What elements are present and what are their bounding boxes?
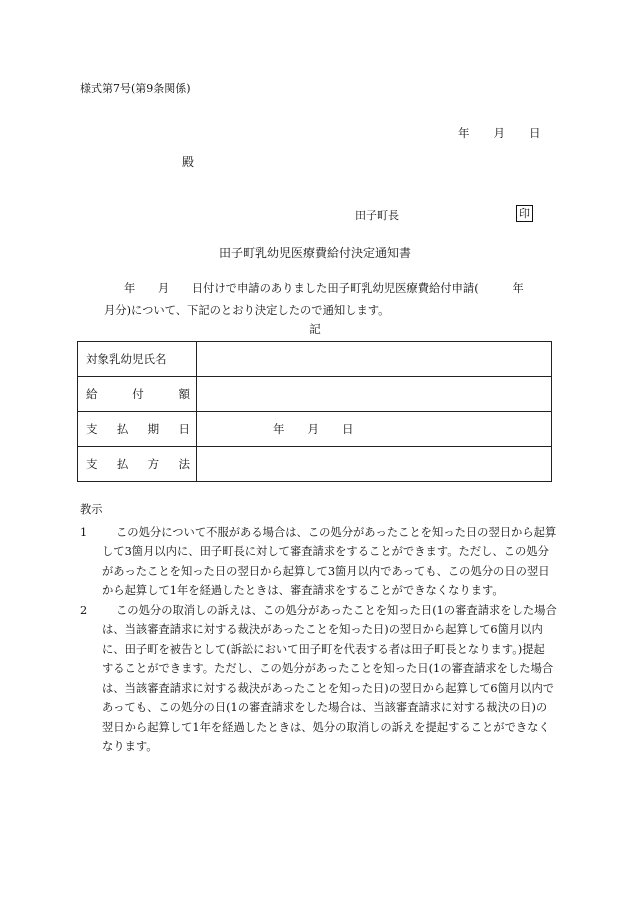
label-text: 対象乳幼児氏名	[86, 352, 167, 366]
list-item-line: 翌日から起算して1年を経過したときは、処分の取消しの訴えを提起することができなく	[102, 720, 550, 734]
intro-paragraph	[80, 278, 560, 322]
intro-line-2: 月分)について、下記のとおり決定したので通知します。	[104, 304, 390, 317]
list-item-line: なります。	[102, 740, 158, 753]
label-char: 払	[116, 457, 129, 471]
intro-line-1: 年 月 日付けで申請のありました田子町乳幼児医療費給付申請( 年	[124, 282, 524, 295]
list-item-line: することができます。ただし、この処分があったことを知った日(1の審査請求をした場合	[102, 662, 554, 675]
label-char: 方	[147, 457, 160, 471]
label-char: 支	[86, 422, 98, 436]
ki-heading: 記	[309, 322, 321, 336]
list-item	[80, 523, 562, 601]
label-char: 日	[178, 422, 190, 436]
instructions-heading: 教示	[80, 503, 103, 516]
list-item-line: は、当該審査請求に対する裁決があったことを知った日)の翌日から起算して6箇月以内で	[102, 681, 555, 695]
table-row	[78, 447, 552, 482]
list-item-number: 2	[80, 603, 88, 617]
label-char: 支	[86, 457, 98, 471]
list-item-line: から起算して1年を経過したときは、審査請求をすることができなくなります。	[102, 584, 504, 597]
table-row	[78, 342, 552, 377]
table-row	[78, 412, 552, 447]
list-item-line: あっても、この処分の日(1の審査請求をした場合は、当該審査請求に対する裁決の日)の	[102, 701, 548, 714]
row-value-amount	[197, 377, 552, 412]
addressee-suffix: 殿	[182, 155, 195, 169]
instructions-list	[80, 523, 562, 757]
row-label-child-name	[78, 342, 197, 377]
row-value-pay-method	[197, 447, 552, 482]
row-value-child-name	[197, 342, 552, 377]
table-row	[78, 377, 552, 412]
date-month-label: 月	[493, 126, 505, 140]
label-char: 期	[147, 422, 160, 436]
row-label-amount	[78, 377, 197, 412]
list-item-line: この処分について不服がある場合は、この処分があったことを知った日の翌日から起算	[116, 525, 557, 539]
list-item-body	[88, 523, 556, 601]
issue-date	[458, 125, 541, 141]
list-item-body	[88, 601, 557, 757]
label-char: 付	[132, 387, 144, 401]
label-char: 給	[86, 387, 98, 401]
issuer-name: 田子町長	[355, 209, 399, 222]
spread-label-pay-date	[86, 421, 190, 437]
label-char: 法	[178, 457, 190, 471]
date-day-label: 日	[529, 126, 541, 140]
row-label-pay-date	[78, 412, 197, 447]
row-value-pay-date: 年 月 日	[197, 412, 552, 447]
list-item-line: があったことを知った日の翌日から起算して3箇月以内であっても、この処分の日の翌日	[102, 564, 550, 578]
document-title: 田子町乳幼児医療費給付決定通知書	[218, 246, 411, 260]
spread-label-pay-method	[86, 456, 190, 472]
detail-table	[77, 341, 552, 482]
seal-mark: 印	[516, 205, 533, 222]
instructions-section	[80, 500, 562, 757]
label-char: 額	[178, 387, 190, 401]
list-item-number: 1	[80, 525, 88, 539]
row-label-pay-method	[78, 447, 197, 482]
list-item-line: この処分の取消しの訴えは、この処分があったことを知った日(1の審査請求をした場合	[116, 603, 557, 617]
list-item-line: して3箇月以内に、田子町長に対して審査請求をすることができます。ただし、この処分	[102, 545, 549, 558]
date-year-label: 年	[458, 126, 470, 140]
label-char: 払	[116, 422, 129, 436]
list-item-line: は、当該審査請求に対する裁決があったことを知った日)の翌日から起算して6箇月以内	[102, 623, 543, 636]
spread-label-amount	[86, 386, 190, 402]
list-item-line: に、田子町を被告として(訴訟において田子町を代表する者は田子町長となります。)提起	[102, 642, 545, 656]
form-number: 様式第7号(第9条関係)	[80, 82, 191, 95]
list-item	[80, 601, 562, 757]
